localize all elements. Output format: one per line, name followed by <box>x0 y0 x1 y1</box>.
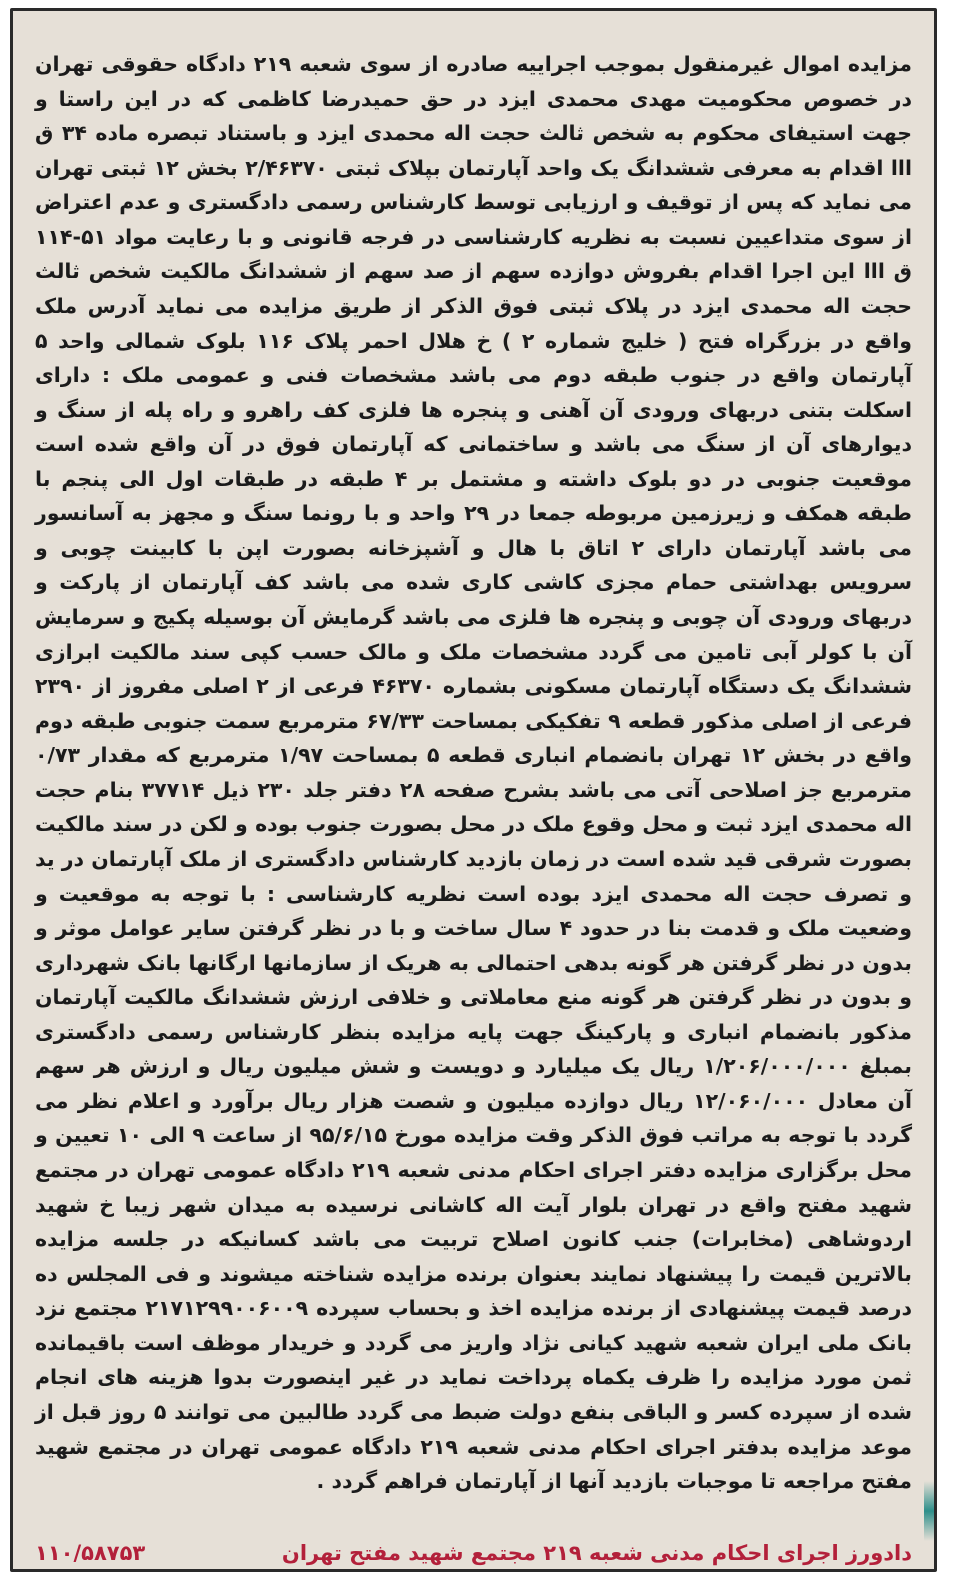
notice-signature: دادورز اجرای احکام مدنی شعبه ۲۱۹ مجتمع شهید مفتح تهران <box>281 1541 912 1565</box>
edge-mark <box>924 1481 934 1541</box>
notice-reference-number: ۱۱۰/۵۸۷۵۳ <box>35 1541 146 1565</box>
notice-footer <box>35 1541 912 1565</box>
notice-body-text: مزایده اموال غیرمنقول بموجب اجراییه صادره از سوی شعبه ۲۱۹ دادگاه حقوقی تهران در خصوص محکومیت مهدی محمدی ایزد در حق حمیدرضا کاظمی که در این راستا و جهت استیفای محکوم به شخص ثالث حجت اله محمدی ایزد و باستناد تبصره ماده ۳۴ ق ااا اقدام به معرفی ششدانگ یک واحد آپارتمان بپلاک ثبتی ۲/۴۶۳۷۰ بخش ۱۲ ثبتی تهران می نماید که پس از توقیف و ارزیابی توسط کارشناس رسمی دادگستری و عدم اعتراض از سوی متداعیین نسبت به نظریه کارشناسی در فرجه قانونی و با رعایت مواد ۵۱-۱۱۴ ق ااا این اجرا اقدام بفروش دوازده سهم از صد سهم از ششدانگ مالکیت شخص ثالث حجت اله محمدی ایزد در پلاک ثبتی فوق الذکر از طریق مزایده می نماید آدرس ملک واقع در بزرگراه فتح ( خلیج شماره ۲ ) خ هلال احمر پلاک ۱۱۶ بلوک شمالی واحد ۵ آپارتمان واقع در جنوب طبقه دوم می باشد مشخصات فنی و عمومی ملک : دارای اسکلت بتنی دربهای ورودی آن آهنی و پنجره ها فلزی کف راهرو و راه پله از سنگ و دیوارهای آن از سنگ می باشد و ساختمانی که آپارتمان فوق در آن واقع شده است موقعیت جنوبی در دو بلوک داشته و مشتمل بر ۴ طبقه در طبقات اول الی پنجم با طبقه همکف و زیرزمین مربوطه جمعا در ۲۹ واحد و با رونما سنگ و مجهز به آسانسور می باشد آپارتمان دارای ۲ اتاق با هال و آشپزخانه بصورت اپن با کابینت چوبی و سرویس بهداشتی حمام مجزی کاشی کاری شده می باشد کف آپارتمان از پارکت و دربهای ورودی آن چوبی و پنجره ها فلزی می باشد گرمایش آن بوسیله پکیج و سرمایش آن با کولر آبی تامین می گردد مشخصات ملک و مالک حسب کپی سند مالکیت ابرازی ششدانگ یک دستگاه آپارتمان مسکونی بشماره ۴۶۳۷۰ فرعی از ۲ اصلی مفروز از ۲۳۹۰ فرعی از اصلی مذکور قطعه ۹ تفکیکی بمساحت ۶۷/۳۳ مترمربع سمت جنوبی طبقه دوم واقع در بخش ۱۲ تهران بانضمام انباری قطعه ۵ بمساحت ۱/۹۷ مترمربع که مقدار ۰/۷۳ مترمربع جز اصلاحی آتی می باشد بشرح صفحه ۲۸ دفتر جلد ۲۳۰ ذیل ۳۷۷۱۴ بنام حجت اله محمدی ایزد ثبت و محل وقوع ملک در محل بصورت جنوب بوده و لکن در سند مالکیت بصورت شرقی قید شده است در زمان بازدید کارشناس دادگستری از ملک آپارتمان در ید و تصرف حجت اله محمدی ایزد بوده است نظریه کارشناسی : با توجه به موقعیت و وضعیت ملک و قدمت بنا در حدود ۴ سال ساخت و با در نظر گرفتن سایر عوامل موثر و بدون در نظر گرفتن هر گونه بدهی احتمالی به هریک از سازمانها ارگانها بانک شهرداری و بدون در نظر گرفتن هر گونه منع معاملاتی و خلافی ارزش ششدانگ مالکیت آپارتمان مذکور بانضمام انباری و پارکینگ جهت پایه مزایده بنظر کارشناس رسمی دادگستری بمبلغ ۱/۲۰۶/۰۰۰/۰۰۰ ریال یک میلیارد و دویست و شش میلیون ریال و ارزش هر سهم آن معادل ۱۲/۰۶۰/۰۰۰ ریال دوازده میلیون و شصت هزار ریال برآورد و اعلام نظر می گردد با توجه به مراتب فوق الذکر وقت مزایده مورخ ۹۵/۶/۱۵ از ساعت ۹ الی ۱۰ تعیین و محل برگزاری مزایده دفتر اجرای احکام مدنی شعبه ۲۱۹ دادگاه عمومی تهران در مجتمع شهید مفتح واقع در تهران بلوار آیت اله کاشانی نرسیده به میدان شهر زیبا خ شهید اردوشاهی (مخابرات) جنب کانون اصلاح تربیت می باشد کسانیکه در جلسه مزایده بالاترین قیمت را پیشنهاد نمایند بعنوان برنده مزایده شناخته میشوند و فی المجلس ده درصد قیمت پیشنهادی از برنده مزایده اخذ و بحساب سپرده ۲۱۷۱۲۹۹۰۰۶۰۰۹ مجتمع نزد بانک ملی ایران شعبه شهید کیانی نژاد واریز می گردد و خریدار موظف است باقیمانده ثمن مورد مزایده را ظرف یکماه پرداخت نماید در غیر اینصورت بدوا هزینه های انجام شده از سپرده کسر و الباقی بنفع دولت ضبط می گردد طالبین می توانند ۵ روز قبل از موعد مزایده بدفتر اجرای احکام مدنی شعبه ۲۱۹ دادگاه عمومی تهران در مجتمع شهید مفتح مراجعه تا موجبات بازدید آنها از آپارتمان فراهم گردد . <box>35 52 913 1494</box>
notice-clipping <box>10 8 937 1572</box>
